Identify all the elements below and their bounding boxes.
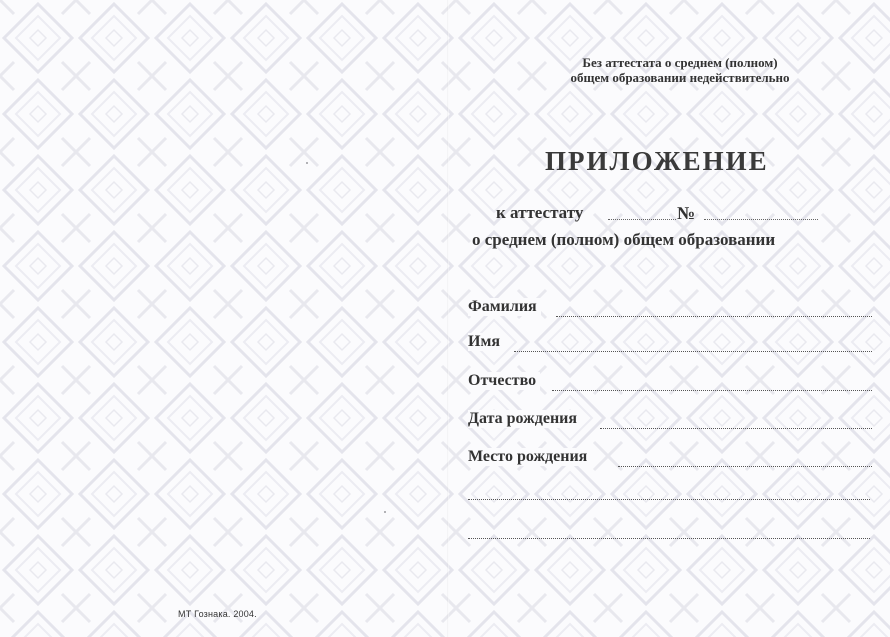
speck-mark [306, 162, 308, 164]
field-surname-label: Фамилия [468, 298, 541, 316]
field-birth-date-blank [600, 428, 872, 429]
field-surname [468, 298, 872, 320]
printer-imprint: МТ Гознака. 2004. [178, 609, 257, 619]
field-birth-place [468, 448, 872, 470]
speck-mark [384, 511, 386, 513]
number-sign: № [677, 203, 696, 223]
certificate-number-blank [704, 219, 818, 220]
page-fold [447, 0, 449, 637]
field-first-name-label: Имя [468, 333, 504, 351]
validity-warning-line-1: Без аттестата о среднем (полном) [582, 55, 778, 70]
field-surname-blank [556, 316, 872, 317]
document-title: ПРИЛОЖЕНИЕ [545, 146, 769, 176]
to-certificate-label: к аттестату [496, 203, 584, 222]
field-patronymic [468, 372, 872, 394]
document-subtitle: о среднем (полном) общем образовании [472, 230, 776, 249]
certificate-series-blank [608, 219, 676, 220]
field-birth-date-label: Дата рождения [468, 410, 581, 428]
birth-place-continuation-line [468, 538, 870, 539]
field-birth-date [468, 410, 872, 432]
validity-warning [530, 55, 830, 85]
field-first-name-blank [514, 351, 872, 352]
field-patronymic-label: Отчество [468, 372, 540, 390]
validity-warning-line-2: общем образовании недействительно [570, 70, 790, 85]
field-birth-place-blank [618, 466, 872, 467]
field-first-name [468, 333, 872, 355]
birth-place-continuation-line [468, 499, 870, 500]
field-birth-place-label: Место рождения [468, 448, 591, 466]
certificate-reference [496, 203, 826, 227]
field-patronymic-blank [552, 390, 872, 391]
